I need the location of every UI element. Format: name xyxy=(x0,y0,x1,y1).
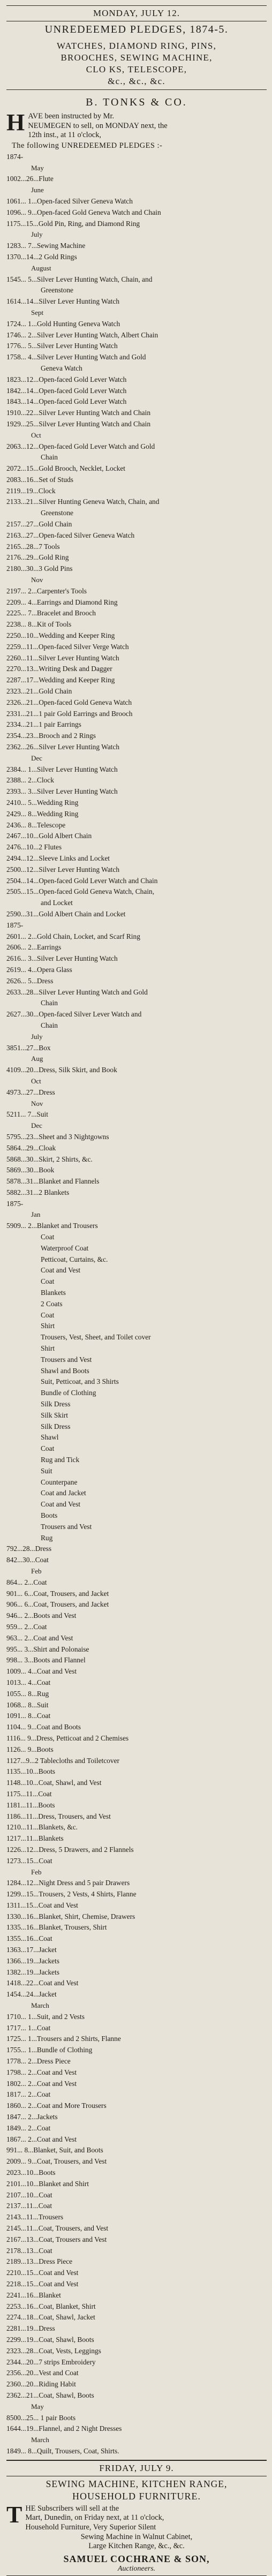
pledge-continuation: and Locket xyxy=(41,899,73,907)
pledge-item: 1842...14...Open-faced Gold Lever Watch xyxy=(6,386,127,395)
pledge-continuation: Shirt xyxy=(41,1344,55,1353)
pledge-item: 2274...18...Coat, Shawl, Jacket xyxy=(6,2313,95,2322)
pledge-item: 1725... 1...Trousers and 2 Shirts, Flanne xyxy=(6,2035,121,2043)
pledge-item: 1013... 4...Coat xyxy=(6,1678,51,1686)
pledge-continuation: Trousers and Vest xyxy=(41,1355,92,1364)
pledge-item: 2137...11...Coat xyxy=(6,2202,52,2210)
month-heading: Jan xyxy=(31,1210,41,1219)
pledge-continuation: Boots xyxy=(41,1511,58,1519)
month-heading: May xyxy=(31,163,44,172)
pledge-item: 2476...10...2 Flutes xyxy=(6,843,62,852)
pledge-item: 1273...15...Coat xyxy=(6,1856,52,1865)
pledge-item: 2101...10...Blanket and Shirt xyxy=(6,2179,89,2188)
pledge-continuation: Trousers and Vest xyxy=(41,1522,92,1531)
pledge-continuation: Coat and Vest xyxy=(41,1500,81,1509)
pledge-list xyxy=(6,152,267,2457)
pledge-continuation: Bundle of Clothing xyxy=(41,1389,96,1397)
pledge-item: 1849... 2...Coat xyxy=(6,2123,51,2132)
pledge-item: 1226...12...Dress, 5 Drawers, and 2 Flannels xyxy=(6,1845,134,1854)
pledge-item: 1746... 2...Silver Lever Hunting Watch, Albert Chain xyxy=(6,330,158,339)
pledge-item: 2436... 8...Telescope xyxy=(6,820,66,829)
pledge-item: 1135...10...Boots xyxy=(6,1767,56,1776)
pledge-item: 2627...30...Open-faced Silver Lever Watch and xyxy=(6,1010,142,1019)
pledge-item: 1817... 2...Coat xyxy=(6,2090,51,2099)
pledge-item: 2362...21...Coat, Shawl, Boots xyxy=(6,2391,94,2399)
pledge-item: 2167...13...Coat, Trousers and Vest xyxy=(6,2235,107,2243)
pledge-continuation: Silk Dress xyxy=(41,1400,71,1408)
pledge-item: 2259...11...Open-faced Silver Verge Watch xyxy=(6,642,129,651)
pledge-item: 842...30...Coat xyxy=(6,1556,49,1564)
pledge-item: 2178...13...Coat xyxy=(6,2246,52,2255)
pledge-item: 963... 2...Coat and Vest xyxy=(6,1633,73,1642)
pledge-item: 2393... 3...Silver Lever Hunting Watch xyxy=(6,787,118,796)
pledge-item: 2253...16...Coat, Blanket, Shirt xyxy=(6,2302,96,2310)
month-heading: July xyxy=(31,1032,43,1041)
month-heading: Oct xyxy=(31,1076,41,1085)
month-heading: Feb xyxy=(31,1867,42,1876)
pledge-item: 2143...11...Trousers xyxy=(6,2213,64,2221)
pledge-item: 2354...23...Brooch and 2 Rings xyxy=(6,732,96,740)
month-heading: May xyxy=(31,2402,44,2411)
pledge-item: 1860... 2...Coat and More Trousers xyxy=(6,2102,107,2110)
pledge-item: 2331...21...1 pair Gold Earrings and Brooch xyxy=(6,709,133,718)
pledge-item: 946... 2...Boots and Vest xyxy=(6,1611,77,1620)
pledge-item: 2590...31...Gold Albert Chain and Locket xyxy=(6,909,126,918)
pledge-item: 2384... 1...Silver Lever Hunting Watch xyxy=(6,765,118,773)
pledge-item: 2287...17...Wedding and Keeper Ring xyxy=(6,676,115,684)
pledge-item: 1366...19...Jackets xyxy=(6,1956,59,1965)
month-heading: March xyxy=(31,2001,49,2010)
pledge-item: 2119...19...Clock xyxy=(6,486,56,495)
pledge-item: 2616... 3...Silver Lever Hunting Watch xyxy=(6,954,118,963)
pledge-item: 2410... 5...Wedding Ring xyxy=(6,799,79,807)
pledge-item: 2189...13...Dress Piece xyxy=(6,2257,73,2266)
pledge-item: 1299...15...Trousers, 2 Vests, 4 Shirts, Flanne xyxy=(6,1890,137,1899)
pledge-item: 1758... 4...Silver Lever Hunting Watch and Gold xyxy=(6,353,146,361)
pledge-item: 8500...25... 1 pair Boots xyxy=(6,2413,76,2422)
month-heading: Dec xyxy=(31,754,42,762)
list-heading: The following UNREDEEMED PLEDGES :- xyxy=(12,141,163,150)
pledge-continuation: Coat xyxy=(41,1310,55,1319)
pledge-item: 2083...16...Set of Studs xyxy=(6,475,73,484)
pledge-continuation: Coat xyxy=(41,1444,55,1453)
pledge-item: 1002...26...Flute xyxy=(6,175,54,183)
pledge-item: 901... 6...Coat, Trousers, and Jacket xyxy=(6,1589,109,1598)
pledge-item: 2360...20...Riding Habit xyxy=(6,2380,76,2389)
pledge-continuation: Suit xyxy=(41,1466,52,1475)
pledge-item: 5864...29...Cloak xyxy=(6,1143,56,1152)
month-heading: July xyxy=(31,230,43,239)
heading-sewing-machine: SEWING MACHINE, KITCHEN RANGE, xyxy=(46,2478,228,2489)
drop-cap: H xyxy=(6,109,25,135)
pledge-continuation: Silk Dress xyxy=(41,1422,71,1430)
pledge-continuation: Rug and Tick xyxy=(41,1456,80,1464)
pledge-item: 2504...14...Open-faced Gold Lever Watch and Chain xyxy=(6,876,158,885)
pledge-item: 1843...14...Open-faced Gold Lever Watch xyxy=(6,397,127,406)
subheading-line: CLO KS, TELESCOPE, xyxy=(86,64,187,74)
notice-line: Household Furniture, Very Superior Silent xyxy=(25,2522,156,2532)
pledge-item: 1068... 8...Suit xyxy=(6,1700,49,1709)
pledge-item: 5211... 7...Suit xyxy=(6,1110,48,1119)
pledge-item: 1283... 7...Sewing Machine xyxy=(6,242,86,250)
pledge-continuation: Suit, Petticoat, and 3 Shirts xyxy=(41,1377,119,1386)
pledge-item: 2429... 8...Wedding Ring xyxy=(6,809,79,818)
pledge-item: 1370...14...2 Gold Rings xyxy=(6,252,77,261)
subheading-line: &c., &c., &c. xyxy=(108,76,165,86)
pledge-item: 1009... 4...Coat and Vest xyxy=(6,1667,77,1676)
pledge-item: 1910...22...Silver Lever Hunting Watch and Chain xyxy=(6,409,151,417)
pledge-item: 1724... 1...Gold Hunting Geneva Watch xyxy=(6,319,120,328)
pledge-continuation: Rug xyxy=(41,1533,53,1542)
pledge-item: 1755... 1...Bundle of Clothing xyxy=(6,2046,93,2054)
pledge-item: 2218...15...Coat and Vest xyxy=(6,2279,79,2288)
pledge-item: 906... 6...Coat, Trousers, and Jacket xyxy=(6,1600,109,1609)
pledge-item: 1355...16...Coat xyxy=(6,1934,52,1943)
pledge-item: 2157...27...Gold Chain xyxy=(6,520,72,529)
pledge-continuation: Shirt xyxy=(41,1322,55,1330)
intro-line: 12th inst., at 11 o'clock, xyxy=(28,131,101,140)
pledge-item: 2619... 4...Opera Glass xyxy=(6,965,72,974)
pledge-continuation: Shawl xyxy=(41,1433,59,1442)
notice-line: Mart, Dunedin, on Friday next, at 11 o'clock, xyxy=(25,2513,164,2522)
pledge-item: 5882...31...2 Blankets xyxy=(6,1188,70,1196)
pledge-item: 2299...19...Coat, Shawl, Boots xyxy=(6,2335,94,2344)
pledge-item: 5869...30...Book xyxy=(6,1166,55,1174)
pledge-item: 1091... 8...Coat xyxy=(6,1712,51,1720)
month-heading: Nov xyxy=(31,576,43,584)
pledge-item: 2601... 2...Gold Chain, Locket, and Scarf Ring xyxy=(6,932,140,940)
pledge-item: 2494...12...Sleeve Links and Locket xyxy=(6,854,110,862)
subheading-goods xyxy=(6,40,267,87)
pledge-item: 2009... 9...Coat, Trousers, and Vest xyxy=(6,2157,107,2166)
pledge-item: 1061... 1...Open-faced Silver Geneva Watch xyxy=(6,197,133,205)
pledge-item: 1614...14...Silver Lever Hunting Watch xyxy=(6,297,120,306)
pledge-item: 2107...10...Coat xyxy=(6,2190,52,2199)
pledge-item: 1717... 1...Coat xyxy=(6,2023,51,2032)
pledge-item: 2023...10...Boots xyxy=(6,2168,56,2177)
pledge-item: 2145...11...Coat, Trousers, and Vest xyxy=(6,2224,109,2232)
pledge-item: 1186...11...Dress, Trousers, and Vest xyxy=(6,1812,111,1820)
pledge-item: 2626... 5...Dress xyxy=(6,976,54,985)
section-rule xyxy=(6,2460,267,2461)
pledge-continuation: Chain xyxy=(41,453,58,462)
pledge-item: 2180...30...3 Gold Pins xyxy=(6,564,73,573)
pledge-continuation: Coat and Jacket xyxy=(41,1489,86,1497)
pledge-item: 792...28...Dress xyxy=(6,1545,52,1553)
auctioneer-role: Auctioneers. xyxy=(117,2564,156,2573)
pledge-item: 2326...21...Open-faced Gold Geneva Watch xyxy=(6,698,132,706)
heading-unredeemed-pledges: UNREDEEMED PLEDGES, 1874-5. xyxy=(44,24,229,35)
pledge-item: 959... 2...Coat xyxy=(6,1622,47,1631)
intro-line: NEUMEGEN to sell, on MONDAY next, the xyxy=(28,121,168,130)
pledge-item: 1104... 9...Coat and Boots xyxy=(6,1723,81,1731)
intro-paragraph xyxy=(6,109,267,140)
month-heading: Nov xyxy=(31,1099,43,1108)
pledge-continuation: Coat xyxy=(41,1277,55,1286)
pledge-item: 1126... 9...Boots xyxy=(6,1745,54,1753)
pledge-item: 1778... 2...Dress Piece xyxy=(6,2057,71,2066)
pledge-item: 1096... 9...Open-faced Gold Geneva Watch and Chain xyxy=(6,208,161,216)
sale-date-monday: MONDAY, JULY 12. xyxy=(93,8,180,18)
pledge-item: 1802... 2...Coat and Vest xyxy=(6,2079,77,2088)
pledge-item: 1175...15...Gold Pin, Ring, and Diamond Ring xyxy=(6,219,140,228)
pledge-item: 2238... 8...Kit of Tools xyxy=(6,620,72,629)
pledge-item: 2323...21...Gold Chain xyxy=(6,687,72,696)
pledge-item: 1929...25...Silver Lever Hunting Watch and Chain xyxy=(6,419,151,428)
pledge-item: 991... 8...Blanket, Suit, and Boots xyxy=(6,2146,103,2155)
pledge-item: 998... 3...Boots and Flannel xyxy=(6,1656,86,1664)
pledge-item: 1847... 2...Jackets xyxy=(6,2113,58,2121)
pledge-item: 2197... 2...Carpenter's Tools xyxy=(6,586,87,595)
subheading-line: BROOCHES, SEWING MACHINE, xyxy=(61,52,213,63)
pledge-item: 2250...10...Wedding and Keeper Ring xyxy=(6,631,115,640)
pledge-item: 2323...28...Coat, Vests, Leggings xyxy=(6,2346,101,2355)
pledge-item: 1284...12...Night Dress and 5 pair Drawers xyxy=(6,1879,130,1887)
pledge-item: 2063...12...Open-faced Gold Lever Watch and Gold xyxy=(6,442,155,450)
pledge-item: 2606... 2...Earrings xyxy=(6,943,62,952)
sale-notice xyxy=(6,2501,267,2551)
pledge-item: 1210...11...Blankets, &c. xyxy=(6,1823,78,1832)
pledge-item: 2165...28...7 Tools xyxy=(6,542,60,551)
sale-date-friday: FRIDAY, JULY 9. xyxy=(99,2462,174,2473)
pledge-continuation: Chain xyxy=(41,999,58,1007)
pledge-item: 1335...16...Blanket, Trousers, Shirt xyxy=(6,1923,107,1932)
pledge-continuation: Chain xyxy=(41,1021,58,1029)
month-heading: Oct xyxy=(31,431,41,439)
divider xyxy=(6,89,267,90)
month-heading: March xyxy=(31,2436,49,2444)
pledge-item: 5909... 2...Blanket and Trousers xyxy=(6,1222,98,1230)
pledge-item: 3851...27...Box xyxy=(6,1043,51,1052)
month-heading: August xyxy=(31,263,51,272)
intro-line: AVE been instructed by Mr. xyxy=(28,112,115,120)
pledge-item: 1454...24...Jacket xyxy=(6,1990,57,1999)
pledge-continuation: 2 Coats xyxy=(41,1299,63,1308)
notice-line: Large Kitchen Range, &c., &c. xyxy=(88,2542,185,2551)
pledge-item: 5868...30...Skirt, 2 Shirts, &c. xyxy=(6,1155,93,1163)
pledge-item: 1311...15...Coat and Vest xyxy=(6,1901,78,1909)
month-heading: Dec xyxy=(31,1121,42,1130)
pledge-continuation: Coat and Vest xyxy=(41,1266,81,1275)
pledge-item: 1867... 2...Coat and Vest xyxy=(6,2135,77,2143)
pledge-continuation: Geneva Watch xyxy=(41,364,82,372)
auctioneer-firm-name: B. TONKS & CO. xyxy=(86,96,187,108)
pledge-continuation: Trousers, Vest, Sheet, and Toilet cover xyxy=(41,1333,151,1342)
month-heading: Aug xyxy=(31,1054,43,1063)
pledge-item: 1776... 5...Silver Lever Hunting Watch xyxy=(6,342,118,350)
top-rule xyxy=(6,5,267,6)
pledge-item: 2163...27...Open-faced Silver Geneva Watch xyxy=(6,531,135,539)
pledge-item: 2500...12...Silver Lever Hunting Watch xyxy=(6,865,120,873)
pledge-continuation: Shawl and Boots xyxy=(41,1366,89,1375)
pledge-continuation: Counterpane xyxy=(41,1478,78,1486)
pledge-item: 1418...22...Coat and Vest xyxy=(6,1979,79,1987)
pledge-item: 995... 3...Shirt and Polonaise xyxy=(6,1645,89,1653)
pledge-item: 2467...10...Gold Albert Chain xyxy=(6,832,92,840)
pledge-item: 2072...15...Gold Brooch, Necklet, Locket xyxy=(6,464,126,473)
pledge-item: 2225... 7...Bracelet and Brooch xyxy=(6,609,96,617)
pledge-item: 1875- xyxy=(6,921,24,929)
pledge-item: 1363...17...Jacket xyxy=(6,1946,57,1954)
pledge-item: 1148...10...Coat, Shawl, and Vest xyxy=(6,1779,102,1787)
pledge-continuation: Coat xyxy=(41,1233,55,1241)
pledge-continuation: Greenstone xyxy=(41,286,73,295)
pledge-item: 2356...20...Vest and Coat xyxy=(6,2369,79,2377)
month-heading: June xyxy=(31,186,44,194)
pledge-item: 1116... 9...Dress, Petticoat and 2 Chemises xyxy=(6,1734,129,1742)
pledge-item: 2505...15...Open-faced Gold Geneva Watch, Chain, xyxy=(6,887,155,896)
pledge-item: 2270...13...Writing Desk and Dagger xyxy=(6,665,112,673)
pledge-item: 2209... 4...Earrings and Diamond Ring xyxy=(6,598,118,606)
pledge-item: 2281...19...Dress xyxy=(6,2324,55,2333)
pledge-item: 1382...19...Jackets xyxy=(6,1968,59,1976)
pledge-continuation: Blankets xyxy=(41,1289,66,1297)
pledge-item: 1823...12...Open-faced Gold Lever Watch xyxy=(6,375,127,383)
pledge-continuation: Greenstone xyxy=(41,509,73,517)
pledge-item: 1798... 2...Coat and Vest xyxy=(6,2068,77,2076)
pledge-continuation: Petticoat, Curtains, &c. xyxy=(41,1255,108,1263)
pledge-item: 2133...21...Silver Hunting Geneva Watch, Chain, and xyxy=(6,498,160,506)
pledge-item: 5878...31...Blanket and Flannels xyxy=(6,1177,100,1186)
pledge-item: 2633...28...Silver Lever Hunting Watch and Gold xyxy=(6,988,148,996)
pledge-item: 1644...19...Flannel, and 2 Night Dresses xyxy=(6,2424,122,2433)
pledge-item: 2176...29...Gold Ring xyxy=(6,553,69,562)
month-heading: Feb xyxy=(31,1566,42,1575)
pledge-item: 864... 2...Coat xyxy=(6,1578,47,1586)
pledge-continuation: Waterproof Coat xyxy=(41,1244,89,1252)
pledge-item: 1055... 8...Rug xyxy=(6,1689,49,1698)
pledge-item: 5795...23...Sheet and 3 Nightgowns xyxy=(6,1132,109,1141)
pledge-item: 4109...20...Dress, Silk Skirt, and Book xyxy=(6,1066,117,1074)
pledge-item: 2388... 2...Clock xyxy=(6,776,54,785)
auctioneer-name: SAMUEL COCHRANE & SON, xyxy=(63,2553,210,2564)
pledge-item: 1181...11...Boots xyxy=(6,1801,55,1809)
notice-line: HE Subscribers will sell at the xyxy=(25,2504,119,2513)
pledge-item: 4973...27...Dress xyxy=(6,1088,55,1096)
pledge-item: 2344...20...7 strips Embroidery xyxy=(6,2357,96,2366)
pledge-item: 1849... 8...Quilt, Trousers, Coat, Shirts. xyxy=(6,2446,119,2455)
pledge-item: 2334...21...1 pair Earrings xyxy=(6,720,81,729)
drop-cap: T xyxy=(6,2501,22,2528)
pledge-item: 2241...16...Blanket xyxy=(6,2291,61,2299)
pledge-item: 1330...16...Blanket, Shirt, Chemise, Drawers xyxy=(6,1912,135,1920)
pledge-item: 2260...11...Silver Lever Hunting Watch xyxy=(6,653,119,662)
pledge-item: 1545... 5...Silver Lever Hunting Watch, Chain, and xyxy=(6,275,153,283)
pledge-item: 1175...11...Coat xyxy=(6,1789,52,1798)
pledge-item: 1127...9...2 Tablecloths and Toiletcover xyxy=(6,1756,119,1765)
pledge-item: 1875- xyxy=(6,1199,24,1208)
pledge-continuation: Silk Skirt xyxy=(41,1411,68,1419)
subheading-line: WATCHES, DIAMOND RING, PINS, xyxy=(56,41,217,51)
heading-household-furniture: HOUSEHOLD FURNITURE. xyxy=(72,2490,201,2502)
pledge-item: 2362...26...Silver Lever Hunting Watch xyxy=(6,743,120,751)
pledge-item: 1874- xyxy=(6,152,24,161)
notice-line: Sewing Machine in Walnut Cabinet, xyxy=(80,2532,193,2541)
month-heading: Sept xyxy=(31,308,44,317)
pledge-item: 2210...15...Coat and Vest xyxy=(6,2269,79,2277)
pledge-item: 1710... 1...Suit, and 2 Vests xyxy=(6,2012,85,2021)
pledge-item: 1217...11...Blankets xyxy=(6,1834,64,1843)
